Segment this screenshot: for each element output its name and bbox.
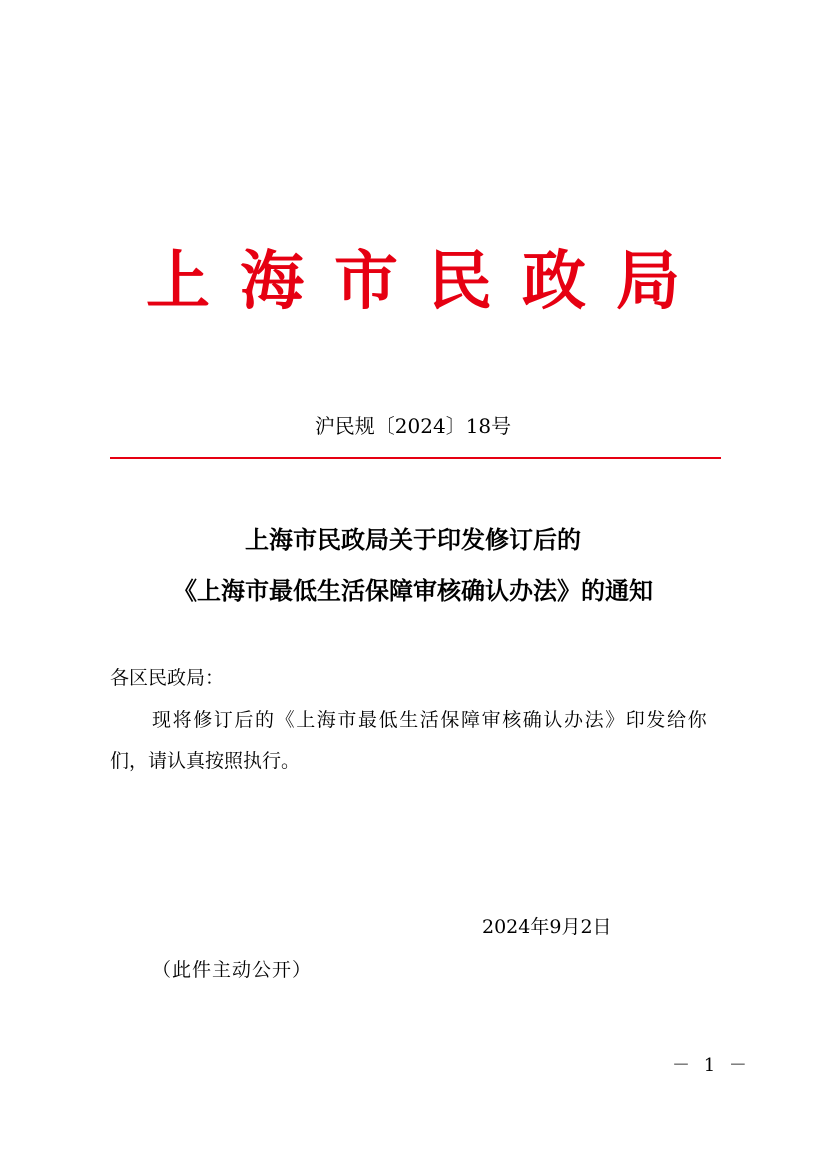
issuer-masthead: 上海市民政局 xyxy=(146,244,710,319)
issue-date: 2024年9月2日 xyxy=(482,916,612,938)
disclosure-note: （此件主动公开） xyxy=(152,959,313,981)
salutation: 各区民政局： xyxy=(110,667,225,689)
page-number: － 1 － xyxy=(672,1055,751,1076)
document-title-line-1: 上海市民政局关于印发修订后的 xyxy=(245,525,581,554)
body-paragraph-line-2: 们，请认真按照执行。 xyxy=(110,750,301,772)
document-number: 沪民规〔2024〕18号 xyxy=(314,414,512,438)
red-divider-line xyxy=(110,457,721,459)
document-title-line-2: 《上海市最低生活保障审核确认办法》的通知 xyxy=(173,576,653,605)
body-paragraph-line-1: 现将修订后的《上海市最低生活保障审核确认办法》印发给你 xyxy=(152,709,709,731)
